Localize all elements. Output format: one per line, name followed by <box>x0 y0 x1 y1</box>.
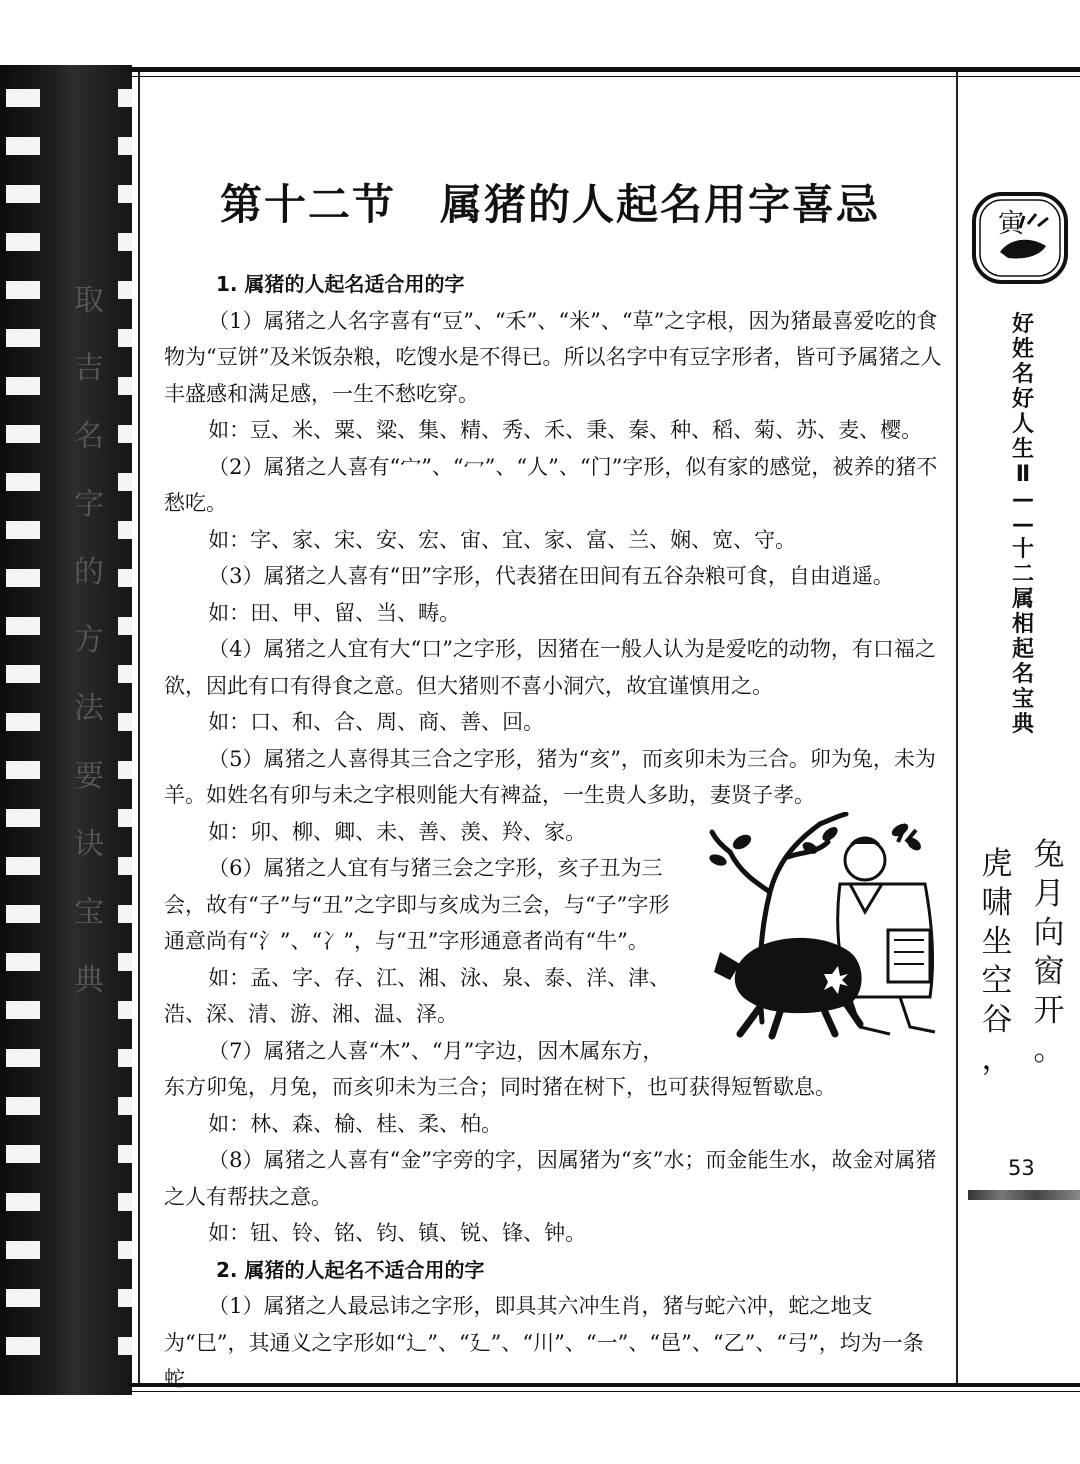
example-line: 如：钮、铃、铭、钧、镇、锐、锋、钟。 <box>208 1221 587 1245</box>
poem-char: 谷 <box>981 1002 1013 1038</box>
film-hole <box>6 1337 40 1355</box>
paragraph: （1）属猪之人名字喜有“豆”、“禾”、“米”、“草”之字根，因为猪最喜爱吃的食物为“豆饼”及米饭杂粮，吃馊水是不得已。所以名字中有豆字形者，皆可予属猪之人丰盛感和满足感，一生不愁吃穿。 <box>164 308 942 406</box>
film-hole <box>118 665 132 683</box>
poem-char: 开 <box>1033 993 1065 1029</box>
film-perforations-right <box>118 65 132 1395</box>
example-line: 如：林、森、榆、桂、柔、柏。 <box>208 1111 503 1136</box>
poem-char: 坐 <box>981 924 1013 960</box>
film-hole <box>6 1001 40 1019</box>
film-glyph: 诀 <box>74 827 104 862</box>
film-hole <box>6 1145 40 1163</box>
zodiac-seal-icon <box>970 188 1070 288</box>
boy-and-pig-illustration <box>700 812 950 1042</box>
poem-line-1 <box>1032 836 1066 1070</box>
book-title-char: 典 <box>1011 712 1034 737</box>
section-title: 第十二节 属猪的人起名用字喜忌 <box>219 180 880 229</box>
film-glyph: 典 <box>74 963 104 998</box>
book-title-char: 宝 <box>1011 687 1034 712</box>
film-hole <box>6 617 40 635</box>
poem-char: 窗 <box>1033 954 1065 990</box>
film-strip-glyphs <box>74 275 114 999</box>
film-hole <box>6 425 40 443</box>
film-hole <box>118 1289 132 1307</box>
paragraph: （4）属猪之人宜有大“口”之字形，因猪在一般人认为是爱吃的动物，有口福之欲，因此有口有得食之意。但大猪则不喜小洞穴，故宜谨慎用之。 <box>164 637 936 698</box>
film-hole <box>118 185 132 203</box>
example-line: 如：田、甲、留、当、畴。 <box>208 600 461 625</box>
poem-char: 空 <box>981 963 1013 999</box>
film-hole <box>6 1289 40 1307</box>
film-glyph: 要 <box>74 759 104 794</box>
poem-char: 兔 <box>1033 837 1065 873</box>
film-hole <box>6 377 40 395</box>
book-title-char: — <box>1012 487 1034 512</box>
film-hole <box>118 233 132 251</box>
film-hole <box>118 521 132 539</box>
poem-char: 虎 <box>981 846 1013 882</box>
book-title-char: 二 <box>1011 562 1034 587</box>
book-title-char: 起 <box>1011 637 1034 662</box>
paragraph: （8）属猪之人喜有“金”字旁的字，因属猪为“亥”水；而金能生水，故金对属猪之人有帮扶之意。 <box>164 1148 937 1209</box>
poem-char: 月 <box>1033 876 1065 912</box>
paragraph: （3）属猪之人喜有“田”字形，代表猪在田间有五谷杂粮可食，自由逍遥。 <box>208 564 894 588</box>
film-hole <box>6 761 40 779</box>
film-glyph: 宝 <box>74 895 104 930</box>
film-hole <box>118 1193 132 1211</box>
film-hole <box>118 473 132 491</box>
film-hole <box>118 329 132 347</box>
film-hole <box>6 809 40 827</box>
film-hole <box>6 1097 40 1115</box>
example-line: 如：孟、字、存、江、湘、泳、泉、泰、洋、津、浩、深、清、游、湘、温、泽。 <box>164 965 671 1026</box>
film-hole <box>118 857 132 875</box>
film-hole <box>118 1001 132 1019</box>
book-title-char: 名 <box>1011 662 1034 687</box>
film-glyph: 取 <box>74 283 104 318</box>
paragraph-continued: 东方卯兔，月兔，而亥卯未为三合；同时猪在树下，也可获得短暂歇息。 <box>164 1075 836 1099</box>
example-line: 如：豆、米、粟、粱、集、精、秀、禾、秉、秦、种、稻、菊、苏、麦、樱。 <box>208 418 923 442</box>
film-glyph: 吉 <box>74 351 104 386</box>
film-hole <box>6 137 40 155</box>
film-hole <box>6 665 40 683</box>
book-title-char: 名 <box>1011 362 1034 387</box>
poem-char: ， <box>981 1041 1013 1077</box>
film-hole <box>118 1049 132 1067</box>
film-hole <box>118 617 132 635</box>
film-glyph: 方 <box>74 623 104 658</box>
book-title-char: — <box>1012 512 1034 537</box>
poem-line-2 <box>980 845 1014 1079</box>
book-title-char: 属 <box>1011 587 1034 612</box>
paragraph: （2）属猪之人喜有“宀”、“冖”、“人”、“门”字形，似有家的感觉，被养的猪不愁吃。 <box>164 454 938 515</box>
film-strip-decoration <box>0 65 132 1395</box>
page-number-bar <box>968 1190 1080 1200</box>
film-hole <box>118 281 132 299</box>
book-title-char: 好 <box>1011 387 1034 412</box>
film-hole <box>6 713 40 731</box>
film-hole <box>118 1097 132 1115</box>
book-title-char: 生 <box>1011 437 1034 462</box>
film-perforations-left <box>6 65 40 1395</box>
film-glyph: 的 <box>74 555 104 590</box>
paragraph: （7）属猪之人喜“木”、“月”字边，因木属东方， <box>208 1038 664 1063</box>
top-rule <box>128 67 1080 72</box>
film-hole <box>118 761 132 779</box>
example-line: 如：口、和、合、周、商、善、回。 <box>208 710 545 734</box>
film-hole <box>118 1337 132 1355</box>
film-hole <box>118 713 132 731</box>
film-hole <box>6 857 40 875</box>
film-hole <box>6 905 40 923</box>
paragraph: （1）属猪之人最忌讳之字形，即具其六冲生肖，猪与蛇六冲，蛇之地支为“巳”，其通义之字形如“辶”、“廴”、“川”、“一”、“邑”、“乙”、“弓”，均为一条蛇 <box>164 1294 924 1391</box>
book-title-char: Ⅱ <box>1015 462 1031 487</box>
film-hole <box>6 329 40 347</box>
film-glyph: 法 <box>74 691 104 726</box>
film-hole <box>6 1193 40 1211</box>
paragraph: （6）属猪之人宜有与猪三会之字形，亥子丑为三会，故有“子”与“丑”之字即与亥成为三会，与“子”字形通意尚有“氵”、“冫”，与“丑”字形通意者尚有“牛”。 <box>164 856 670 953</box>
film-hole <box>118 809 132 827</box>
film-hole <box>118 425 132 443</box>
film-hole <box>6 1241 40 1259</box>
left-border-rule <box>138 72 140 1384</box>
film-hole <box>6 281 40 299</box>
film-hole <box>118 905 132 923</box>
film-hole <box>118 89 132 107</box>
film-hole <box>6 89 40 107</box>
film-hole <box>6 1049 40 1067</box>
heading-suitable: 1. 属猪的人起名适合用的字 <box>216 272 465 296</box>
book-title-char: 姓 <box>1011 337 1034 362</box>
film-hole <box>6 569 40 587</box>
paragraph: （5）属猪之人喜得其三合之字形，猪为“亥”，而亥卯未为三合。卯为兔，未为羊。如姓名有卯与未之字根则能大有裨益，一生贵人多助，妻贤子孝。 <box>164 746 936 807</box>
film-hole <box>6 185 40 203</box>
film-hole <box>6 233 40 251</box>
seal-character: 寅 <box>998 209 1025 239</box>
book-title-char: 十 <box>1011 537 1034 562</box>
film-hole <box>118 1241 132 1259</box>
film-hole <box>118 377 132 395</box>
poem-char: 啸 <box>981 885 1013 921</box>
film-hole <box>118 953 132 971</box>
film-hole <box>6 521 40 539</box>
poem-char: 向 <box>1033 915 1065 951</box>
right-border-rule <box>956 72 958 1384</box>
film-hole <box>118 137 132 155</box>
film-hole <box>6 953 40 971</box>
example-line: 如：字、家、宋、安、宏、宙、宜、家、富、兰、娴、宽、守。 <box>208 527 797 552</box>
book-title-char: 相 <box>1011 612 1034 637</box>
film-hole <box>118 1145 132 1163</box>
film-hole <box>6 473 40 491</box>
book-title-vertical <box>1008 312 1038 737</box>
top-rule-thin <box>128 76 1080 77</box>
film-hole <box>118 569 132 587</box>
page-number: 53 <box>1008 1156 1035 1180</box>
book-title-char: 人 <box>1011 412 1034 437</box>
film-glyph: 名 <box>74 419 104 454</box>
film-glyph: 字 <box>74 487 104 522</box>
book-title-char: 好 <box>1011 312 1034 337</box>
heading-unsuitable: 2. 属猪的人起名不适合用的字 <box>216 1257 485 1282</box>
example-line: 如：卯、柳、卿、未、善、羡、羚、家。 <box>208 819 587 844</box>
poem-char: 。 <box>1033 1032 1065 1068</box>
